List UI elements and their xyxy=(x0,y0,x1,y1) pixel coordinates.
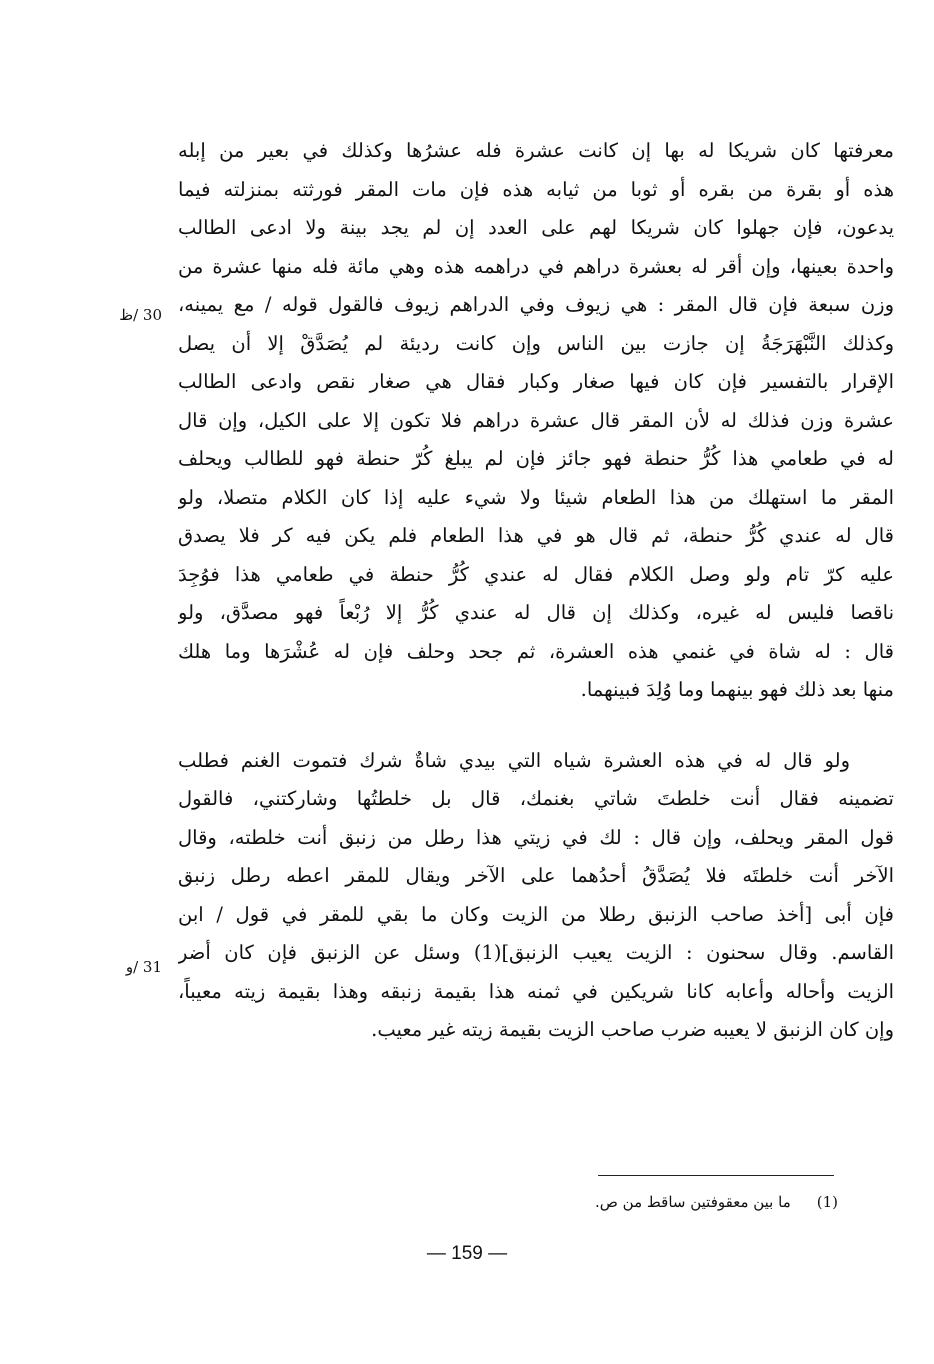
margin-folio-note: 31 /و xyxy=(125,958,162,976)
text-line: وزن سبعة فإن قال المقر : هي زيوف وفي الدراهم زيوف فالقول قوله / مع يمينه، xyxy=(178,293,894,316)
text-line: ولو قال له في هذه العشرة شياه التي بيدي شاةٌ شرك فتموت الغنم فطلب xyxy=(178,748,850,772)
main-text xyxy=(178,132,894,1050)
footnote xyxy=(595,1193,838,1211)
text-line: واحدة بعينها، وإن أقر له بعشرة دراهم في دراهمه هذه وهي مائة فله منها عشرة من xyxy=(178,254,894,278)
text-line: عشرة وزن فذلك له لأن المقر قال عشرة دراهم فلا تكون إلا على الكيل، وإن قال xyxy=(178,408,894,432)
text-line: ناقصا فليس له غيره، وكذلك إن قال له عندي كُرُّ إلا رُبْعاً فهو مصدَّق، ولو xyxy=(178,601,894,624)
margin-folio-note: 30 /ظ xyxy=(119,306,162,324)
text-line: الزيت وأحاله وأعابه كانا شريكين في ثمنه هذا بقيمة زنبقه وهذا بقيمة زيته معيباً، xyxy=(178,979,894,1003)
paragraph-1 xyxy=(178,132,894,710)
text-line: الآخر أنت خلطتَه فلا يُصَدَّقُ أحدُهما على الآخر ويقال للمقر اعطه رطل زنبق xyxy=(178,864,894,887)
text-line: فإن أبى [أخذ صاحب الزنبق رطلا من الزيت وكان ما بقي للمقر في قول / ابن xyxy=(178,902,894,926)
text-line: الإقرار بالتفسير فإن كان فيها صغار وكبار فقال هي صغار نقص وادعى الطالب xyxy=(178,370,894,393)
text-line: قال : له شاة في غنمي هذه العشرة، ثم جحد وحلف فإن له عُشْرَها وما هلك xyxy=(178,639,894,663)
text-line: منها بعد ذلك فهو بينهما وما وُلِدَ فبينهما. xyxy=(580,678,894,701)
text-line: القاسم. وقال سحنون : الزيت يعيب الزنبق](1) وسئل عن الزنبق فإن كان أضر xyxy=(178,941,894,964)
footnote-divider xyxy=(598,1175,834,1176)
text-line: قال له عندي كُرُّ حنطة، ثم قال هو في هذا الطعام فلم يكن فيه كر فلا يصدق xyxy=(178,524,894,547)
text-line: معرفتها كان شريكا له بها إن كانت عشرة فله عشرُها وكذلك في بعير من إبله xyxy=(178,139,894,162)
text-line: عليه كرّ تام ولو وصل الكلام فقال له عندي كُرُّ حنطة في طعامي هذا فوُجِدَ xyxy=(178,562,894,586)
text-line: يدعون، فإن جهلوا كان شريكا لهم على العدد إن لم يجد بينة ولا ادعى الطالب xyxy=(178,216,894,239)
text-line: تضمينه فقال أنت خلطتَ شاتي بغنمك، قال بل خلطتُها وشاركتني، فالقول xyxy=(178,787,894,810)
text-line: وكذلك النَّبْهَرَجَةُ إن جازت بين الناس وإن كانت رديئة لم يُصَدَّقْ إلا أن يصل xyxy=(178,331,894,355)
text-line: وإن كان الزنبق لا يعيبه ضرب صاحب الزيت بقيمة زيته غير معيب. xyxy=(371,1018,894,1041)
page-number: — 159 — xyxy=(426,1243,508,1264)
text-line: المقر ما استهلك من هذا الطعام شيئا ولا شيء عليه إذا كان الكلام متصلا، ولو xyxy=(178,485,894,509)
text-line: قول المقر ويحلف، وإن قال : لك في زيتي هذا رطل من زنبق أنت خلطته، وقال xyxy=(178,825,894,849)
paragraph-2 xyxy=(178,742,894,1050)
footnote-text: ما بين معقوفتين ساقط من ص. xyxy=(595,1193,791,1211)
footnote-number: (1) xyxy=(816,1193,838,1211)
text-line: هذه أو بقرة من بقره أو ثوبا من ثيابه هذه فإن مات المقر فورثته بمنزلته فيما xyxy=(178,177,894,201)
text-line: له في طعامي هذا كُرُّ حنطة فهو جائز فإن لم يبلغ كُرّ حنطة فهو للطالب ويحلف xyxy=(178,447,894,470)
